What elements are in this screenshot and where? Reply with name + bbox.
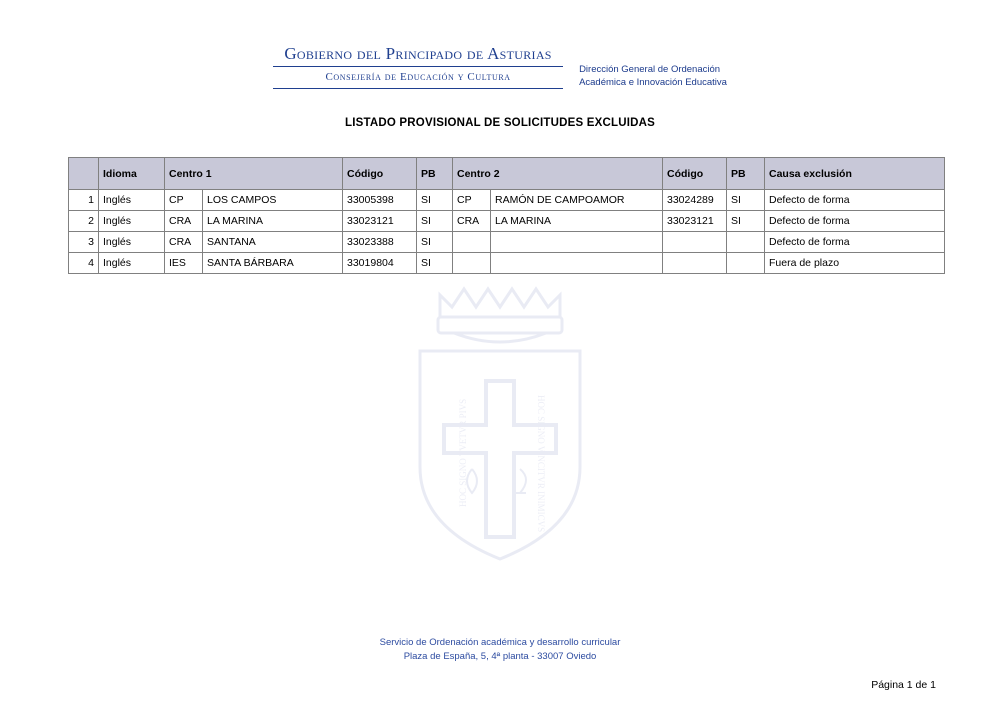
- header-rule-top: [273, 66, 563, 67]
- cell-pb1: SI: [417, 232, 453, 253]
- cell-codigo1: 33023388: [343, 232, 417, 253]
- department-block: [579, 44, 727, 89]
- cell-centro1: SANTANA: [203, 232, 343, 253]
- document-footer: [0, 636, 1000, 664]
- cell-codigo1: 33005398: [343, 190, 417, 211]
- cell-centro1: LOS CAMPOS: [203, 190, 343, 211]
- footer-address-line: Plaza de España, 5, 4ª planta - 33007 Oviedo: [403, 651, 597, 662]
- footer-service-line: Servicio de Ordenación académica y desarrollo curricular: [379, 637, 621, 648]
- cell-pb2: [727, 232, 765, 253]
- cell-pb1: SI: [417, 211, 453, 232]
- cell-tipo-centro1: CP: [165, 190, 203, 211]
- column-header-codigo1: Código: [343, 158, 417, 190]
- cell-codigo2: [663, 232, 727, 253]
- table-body: [69, 190, 945, 274]
- table-row: [69, 211, 945, 232]
- page-title: LISTADO PROVISIONAL DE SOLICITUDES EXCLUIDAS: [345, 117, 655, 129]
- cell-codigo2: 33024289: [663, 190, 727, 211]
- cell-centro2: RAMÓN DE CAMPOAMOR: [491, 190, 663, 211]
- page-number: Página 1 de 1: [871, 679, 936, 691]
- cell-centro2: [491, 232, 663, 253]
- cell-tipo-centro2: CRA: [453, 211, 491, 232]
- column-header-pb2: PB: [727, 158, 765, 190]
- cell-number: 2: [69, 211, 99, 232]
- cell-number: 4: [69, 253, 99, 274]
- cell-tipo-centro2: [453, 253, 491, 274]
- cell-pb2: [727, 253, 765, 274]
- cell-causa: Fuera de plazo: [765, 253, 945, 274]
- watermark-coat-of-arms: [380, 255, 620, 575]
- column-header-causa: Causa exclusión: [765, 158, 945, 190]
- column-header-centro1: Centro 1: [165, 158, 343, 190]
- cell-number: 1: [69, 190, 99, 211]
- cell-tipo-centro1: IES: [165, 253, 203, 274]
- table-row: [69, 190, 945, 211]
- cell-centro2: LA MARINA: [491, 211, 663, 232]
- department-line-1: Dirección General de Ordenación: [579, 64, 721, 75]
- column-header-codigo2: Código: [663, 158, 727, 190]
- cell-codigo1: 33019804: [343, 253, 417, 274]
- column-header-idioma: Idioma: [99, 158, 165, 190]
- cell-centro1: SANTA BÁRBARA: [203, 253, 343, 274]
- department-line-2: Académica e Innovación Educativa: [579, 76, 727, 88]
- column-header-number: [69, 158, 99, 190]
- cell-pb1: SI: [417, 190, 453, 211]
- table-row: [69, 232, 945, 253]
- cell-codigo2: [663, 253, 727, 274]
- cell-codigo2: 33023121: [663, 211, 727, 232]
- cell-idioma: Inglés: [99, 232, 165, 253]
- cell-number: 3: [69, 232, 99, 253]
- table-header-row: [69, 158, 945, 190]
- cell-pb1: SI: [417, 253, 453, 274]
- cell-tipo-centro1: CRA: [165, 211, 203, 232]
- cell-idioma: Inglés: [99, 190, 165, 211]
- cell-tipo-centro2: [453, 232, 491, 253]
- header-rule-bottom: [273, 88, 563, 89]
- cell-tipo-centro1: CRA: [165, 232, 203, 253]
- excluded-applications-table: [68, 157, 945, 274]
- document-header: [0, 44, 1000, 89]
- column-header-centro2: Centro 2: [453, 158, 663, 190]
- government-name: Gobierno del Principado de Asturias: [284, 44, 552, 63]
- cell-pb2: SI: [727, 190, 765, 211]
- cell-tipo-centro2: CP: [453, 190, 491, 211]
- cell-causa: Defecto de forma: [765, 190, 945, 211]
- cell-pb2: SI: [727, 211, 765, 232]
- table-row: [69, 253, 945, 274]
- svg-text:HOC SIGNO VINCITVR INIMICVS: HOC SIGNO VINCITVR INIMICVS: [536, 395, 546, 533]
- cell-causa: Defecto de forma: [765, 232, 945, 253]
- government-logotype: [273, 44, 563, 89]
- cell-centro1: LA MARINA: [203, 211, 343, 232]
- svg-text:HOC SIGNO TVETVR PIVS: HOC SIGNO TVETVR PIVS: [458, 398, 468, 507]
- cell-causa: Defecto de forma: [765, 211, 945, 232]
- cell-centro2: [491, 253, 663, 274]
- cell-idioma: Inglés: [99, 253, 165, 274]
- cell-idioma: Inglés: [99, 211, 165, 232]
- column-header-pb1: PB: [417, 158, 453, 190]
- cell-codigo1: 33023121: [343, 211, 417, 232]
- consejeria-name: Consejería de Educación y Cultura: [325, 71, 511, 83]
- listing-table-container: [68, 157, 944, 274]
